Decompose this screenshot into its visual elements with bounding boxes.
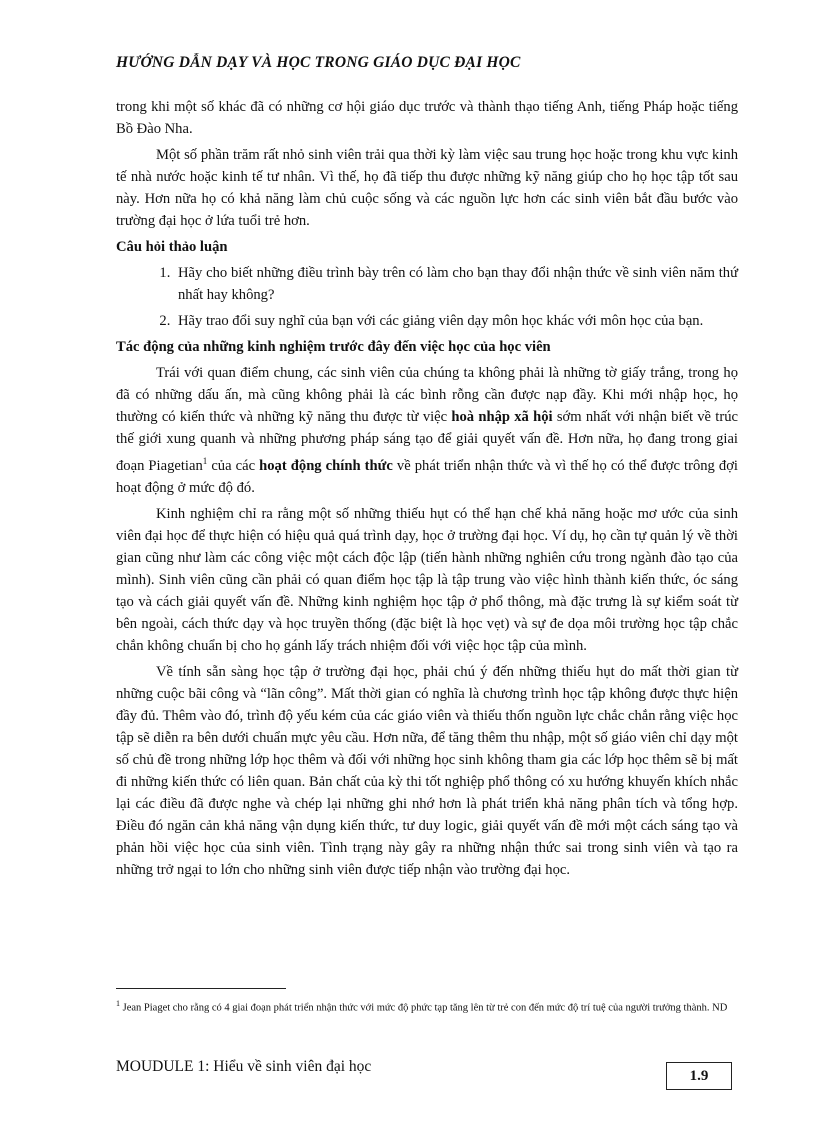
footnote-reference[interactable]: 1 xyxy=(202,456,208,466)
bold-term: hoạt động chính thức xyxy=(259,457,393,474)
page-number: 1.9 xyxy=(666,1062,732,1090)
footnote-marker: 1 xyxy=(116,999,120,1008)
text-run: sớm nhất với nhận biết về trúc thế giới xung quanh và những phương pháp sáng tạo để giải quyết vấn đề. Hơn nữa, họ đang trong giai đoạn Piagetian xyxy=(116,409,738,474)
text-run: Trái với quan điểm chung, các sinh viên của chúng ta không phải là những tờ giấy trắng, trong họ đã có những dấu ấn, mà cũng không phải là các bình rỗng cần được nạp đầy. Khi mới nhập học, họ thường có kiến thức và những kỹ năng thu được từ việc xyxy=(116,365,738,425)
text-run: của các xyxy=(207,457,260,474)
main-content xyxy=(116,96,738,885)
paragraph-deficiencies: Kinh nghiệm chỉ ra rằng một số những thiếu hụt có thể hạn chế khả năng hoặc mơ ước của sinh viên đại học để thực hiện có hiệu quả quá trình dạy, học ở trường đại học. Ví dụ, họ cần tự quản lý về thời gian cũng như làm các công việc một cách độc lập (tiến hành những nghiên cứu trong ngành đào tạo của mình). Sinh viên cũng cần phải có quan điểm học tập là tập trung vào việc hình thành kiến thức, óc sáng tạo và cách giải quyết vấn đề. Những kinh nghiệm học tập ở phổ thông, mà đặc trưng là sự kiểm soát từ bên ngoài, cách thức dạy và học truyền thống (đặc biệt là học vẹt) và sự đe dọa môi trường học tập chắc chắn không chuẩn bị cho họ gánh lấy trách nhiệm đối với việc học tập của mình. xyxy=(116,505,738,654)
section-heading: Tác động của những kinh nghiệm trước đây đến việc học của học viên xyxy=(116,339,551,355)
paragraph-continuation: trong khi một số khác đã có những cơ hội giáo dục trước và thành thạo tiếng Anh, tiếng Pháp hoặc tiếng Bồ Đào Nha. xyxy=(116,99,738,137)
paragraph-readiness: Về tính sẵn sàng học tập ở trường đại học, phải chú ý đến những thiếu hụt do mất thời gian từ những cuộc bãi công và “lãn công”. Mất thời gian có nghĩa là chương trình học tập không được thực hiện đầy đủ. Thêm vào đó, trình độ yếu kém của các giáo viên và thiếu thốn nguồn lực chắc chắn rằng việc học tập sẽ diễn ra bên dưới chuẩn mực yêu cầu. Hơn nữa, để tăng thêm thu nhập, một số giáo viên chỉ dạy một số chủ đề trong những lớp học thêm và đối với những học sinh không tham gia các lớp học thêm sẽ bị mất đi những kiến thức có liên quan. Bản chất của kỳ thi tốt nghiệp phổ thông có xu hướng khuyến khích nhắc lại các điều đã được nghe và chép lại những ghi nhớ hơn là phát triển khả năng phân tích và tổng hợp. Điều đó ngăn cản khả năng vận dụng kiến thức, tư duy logic, giải quyết vấn đề mới một cách sáng tạo và phản hồi việc học của sinh viên. Tình trạng này gây ra những nhận thức sai trong sinh viên và tạo ra những trở ngại to lớn cho những sinh viên được tiếp nhận vào trường đại học. xyxy=(116,663,738,878)
discussion-questions xyxy=(116,262,738,332)
question-item: 2. Hãy trao đổi suy nghĩ của bạn với các giảng viên dạy môn học khác với môn học của bạn. xyxy=(174,310,738,332)
running-header: HƯỚNG DẪN DẠY VÀ HỌC TRONG GIÁO DỤC ĐẠI HỌC xyxy=(116,54,521,71)
paragraph-work-experience: Một số phần trăm rất nhỏ sinh viên trải qua thời kỳ làm việc sau trung học hoặc trong khu vực kinh tế nhà nước hoặc kinh tế tư nhân. Vì thế, họ đã tiếp thu được những kỹ năng giúp cho họ học tập tốt sau này. Hơn nữa họ có khả năng làm chủ cuộc sống và các nguồn lực hơn các sinh viên bắt đầu bước vào trường đại học ở lứa tuổi trẻ hơn. xyxy=(116,147,738,229)
footnote-divider xyxy=(116,988,286,989)
question-item: 1. Hãy cho biết những điều trình bày trên có làm cho bạn thay đổi nhận thức về sinh viên năm thứ nhất hay không? xyxy=(174,262,738,306)
discussion-heading: Câu hỏi thảo luận xyxy=(116,239,228,255)
bold-term: hoà nhập xã hội xyxy=(451,409,553,425)
footnote xyxy=(116,996,738,1017)
paragraph-prior-experience xyxy=(116,362,738,499)
footnote-text: Jean Piaget cho rằng có 4 giai đoạn phát triển nhận thức với mức độ phức tạp tăng lên từ trẻ con đến mức độ trí tuệ của người trưởng thành. ND xyxy=(122,1002,728,1014)
module-footer: MOUDULE 1: Hiểu về sinh viên đại học xyxy=(116,1058,372,1075)
text-run: về phát triển nhận thức và vì thế họ có thể được trông đợi hoạt động ở mức độ đó. xyxy=(116,457,738,496)
